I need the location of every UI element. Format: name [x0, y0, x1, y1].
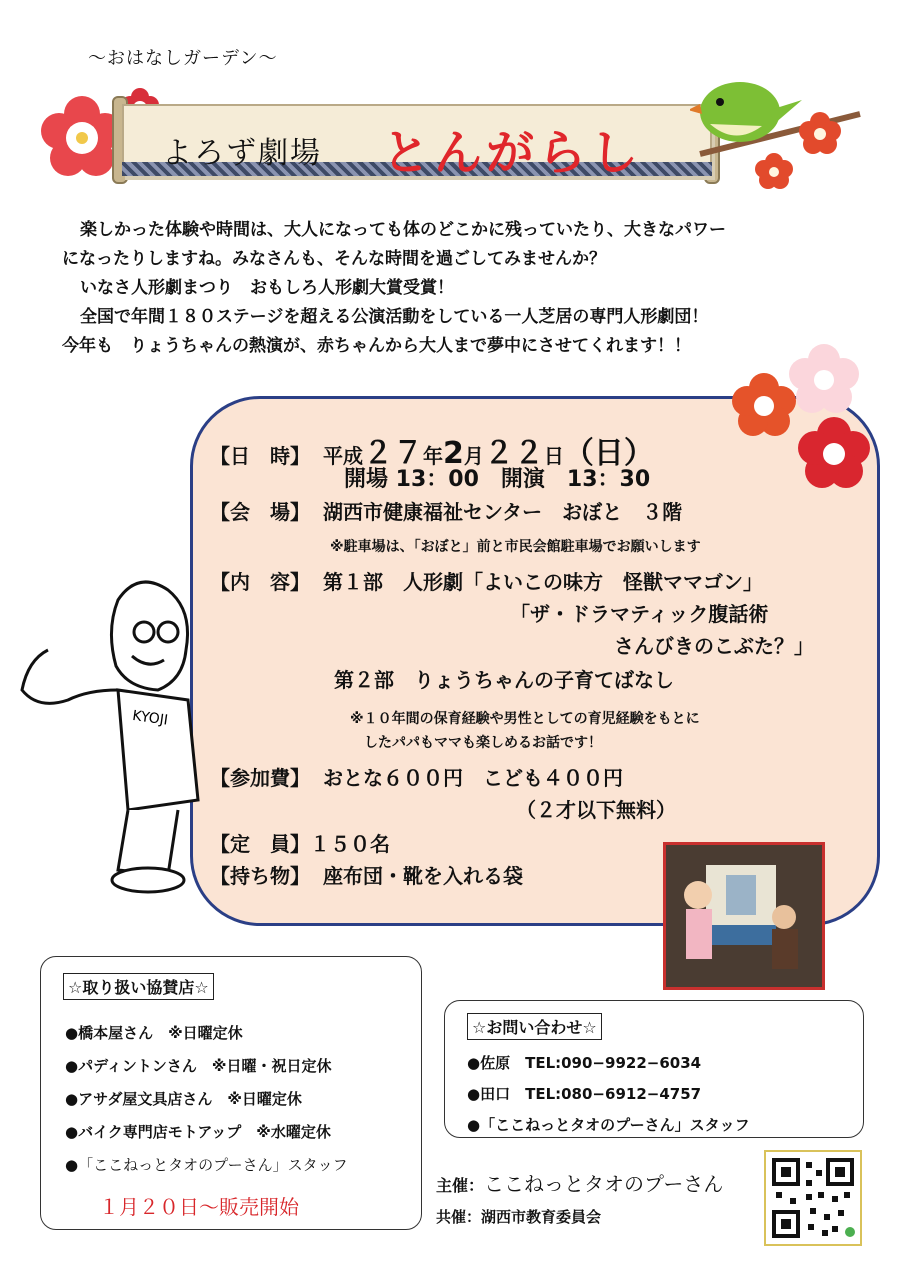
date-year: ２７	[362, 436, 423, 471]
sponsor-item: ●バイク専門店モトアップ ※水曜定休	[65, 1123, 331, 1141]
date-year-unit: 年	[422, 444, 443, 468]
part1: 第１部 人形劇「よいこの味方 怪獣ママゴン」	[322, 570, 763, 594]
content-label: 【内 容】	[210, 570, 310, 594]
sale-start: １月２０日～販売開始	[99, 1195, 299, 1219]
sponsor-item: ●橋本屋さん ※日曜定休	[65, 1024, 243, 1042]
intro-line: になったりしますね。みなさんも、そんな時間を過ごしてみませんか？	[62, 249, 606, 269]
host-row	[436, 1168, 723, 1197]
fee-value: おとな６００円 こども４００円	[322, 766, 623, 790]
qr-code[interactable]	[764, 1150, 862, 1246]
items-row	[210, 860, 523, 889]
green-bird-icon	[690, 74, 870, 194]
cohost: 共催：湖西市教育委員会	[436, 1208, 602, 1226]
part2: 第２部 りょうちゃんの子育てばなし	[334, 668, 674, 692]
contact-title: ☆お問い合わせ☆	[467, 1013, 602, 1040]
capacity-row	[210, 828, 390, 857]
capacity-value: １５０名	[310, 832, 390, 856]
fee-label: 【参加費】	[210, 766, 310, 790]
contact-item: ●佐原 TEL:090−9922−6034	[467, 1054, 702, 1072]
sponsor-item: ●「ここねっとタオのプーさん」スタッフ	[65, 1156, 348, 1174]
date-era: 平成	[322, 444, 363, 468]
parking-note: ※駐車場は、「おぼと」前と市民会館駐車場でお願いします	[330, 539, 701, 555]
contact-item: ●「ここねっとタオのプーさん」スタッフ	[467, 1116, 750, 1134]
puppet-show-photo	[663, 842, 825, 990]
plum-blossom-cluster-icon	[724, 344, 884, 494]
page-title: とんがらし	[382, 125, 643, 181]
fee-row	[210, 762, 623, 791]
content-row	[210, 566, 763, 595]
part1-line3: さんびきのこぶた？」	[614, 634, 814, 658]
part2-note: したパパもママも楽しめるお話です！	[364, 735, 602, 751]
venue-name: 湖西市健康福祉センター おぼと ３階	[322, 500, 683, 524]
date-day: ２２	[483, 436, 544, 471]
host-label: 主催：	[436, 1176, 485, 1195]
capacity-label: 【定 員】	[210, 832, 310, 856]
sponsor-item: ●アサダ屋文具店さん ※日曜定休	[65, 1090, 302, 1108]
intro-line: 全国で年間１８０ステージを超える公演活動をしている一人芝居の専門人形劇団！	[80, 307, 709, 327]
sponsor-box	[40, 956, 422, 1230]
date-day-unit: 日	[543, 444, 564, 468]
host-name: ここねっとタオのプーさん	[484, 1172, 724, 1196]
shirt-text: KYOJI	[131, 707, 169, 729]
sponsor-item: ●パディントンさん ※日曜・祝日定休	[65, 1057, 332, 1075]
part2-note: ※１０年間の保育経験や男性としての育児経験をもとに	[350, 711, 700, 727]
contact-box	[444, 1000, 864, 1138]
venue-label: 【会 場】	[210, 500, 310, 524]
venue-row	[210, 496, 682, 525]
intro-line: 今年も りょうちゃんの熱演が、赤ちゃんから大人まで夢中にさせてくれます！！	[62, 336, 691, 356]
contact-item: ●田口 TEL:080−6912−4757	[467, 1085, 702, 1103]
title-banner	[92, 96, 722, 186]
cartoon-character-illustration	[8, 570, 208, 900]
part1-line2: 「ザ・ドラマティック腹話術	[510, 602, 769, 626]
items-label: 【持ち物】	[210, 864, 310, 888]
items-value: 座布団・靴を入れる袋	[322, 864, 523, 888]
fee-note: （２才以下無料）	[516, 798, 676, 822]
intro-text	[62, 216, 852, 361]
date-month: 2	[442, 436, 464, 471]
date-label: 【日 時】	[210, 444, 310, 468]
event-series-label: ～おはなしガーデン～	[88, 48, 278, 69]
event-time: 開場 13：00 開演 13：30	[344, 467, 651, 492]
title-prefix: よろず劇場	[162, 136, 322, 171]
intro-line: いなさ人形劇まつり おもしろ人形劇大賞受賞！	[80, 278, 454, 298]
date-weekday: （日）	[563, 436, 654, 471]
date-month-unit: 月	[463, 444, 484, 468]
sponsor-title: ☆取り扱い協賛店☆	[63, 973, 214, 1000]
intro-line: 楽しかった体験や時間は、大人になっても体のどこかに残っていたり、大きなパワー	[80, 220, 726, 240]
